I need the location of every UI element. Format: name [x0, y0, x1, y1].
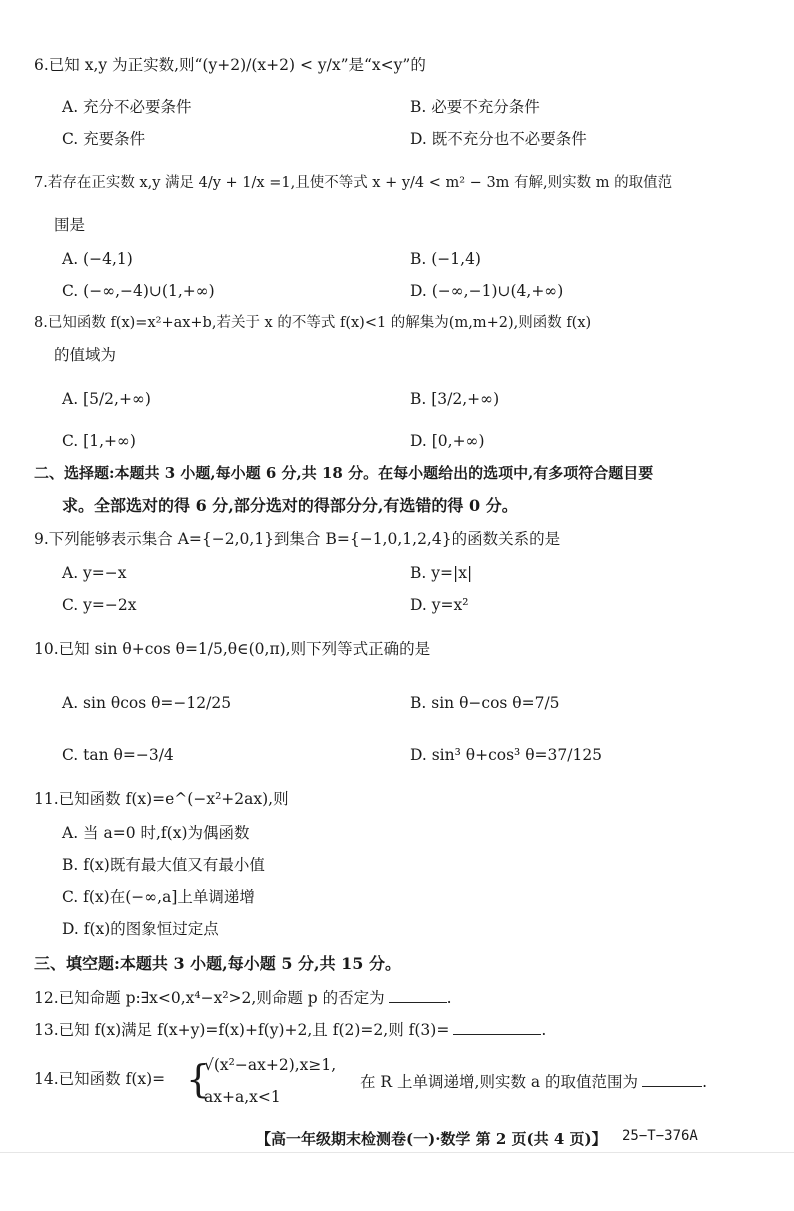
q13-answer-blank[interactable]: [453, 1020, 541, 1035]
section-2-heading-cont: 求。全部选对的得 6 分,部分选对的得部分分,有选错的得 0 分。: [62, 496, 518, 515]
section-3-heading: 三、填空题:本题共 3 小题,每小题 5 分,共 15 分。: [34, 954, 402, 973]
q14-stem: 14.已知函数 f(x)=: [34, 1070, 166, 1088]
q9-option-b: B. y=|x|: [410, 564, 473, 582]
q7-stem-cont: 围是: [54, 216, 86, 234]
q8-stem-cont: 的值域为: [54, 346, 117, 364]
footer-divider: [0, 1152, 794, 1153]
q11-stem: 11.已知函数 f(x)=e^(−x²+2ax),则: [34, 790, 289, 808]
q14-piece-1: √(x²−ax+2),x≥1,: [204, 1056, 337, 1074]
q8-option-a: A. [5/2,+∞): [62, 390, 151, 408]
q14-answer-blank[interactable]: [642, 1072, 702, 1087]
q8-option-d: D. [0,+∞): [410, 432, 485, 450]
q7-option-c: C. (−∞,−4)∪(1,+∞): [62, 282, 215, 300]
q8-stem: 8.已知函数 f(x)=x²+ax+b,若关于 x 的不等式 f(x)<1 的解集为(m,m+2),则函数 f(x): [34, 315, 592, 331]
q9-stem: 9.下列能够表示集合 A={−2,0,1}到集合 B={−1,0,1,2,4}的函数关系的是: [34, 530, 561, 548]
q14-piece-2: ax+a,x<1: [204, 1088, 281, 1106]
q7-option-a: A. (−4,1): [62, 250, 133, 268]
q6-option-b: B. 必要不充分条件: [410, 98, 540, 116]
q10-stem: 10.已知 sin θ+cos θ=1/5,θ∈(0,π),则下列等式正确的是: [34, 640, 431, 658]
q6-option-c: C. 充要条件: [62, 130, 146, 148]
q10-option-b: B. sin θ−cos θ=7/5: [410, 694, 560, 712]
footer-title: 【高一年级期末检测卷(一)·数学 第 2 页(共 4 页)】: [256, 1130, 607, 1148]
q13-line: 13.已知 f(x)满足 f(x+y)=f(x)+f(y)+2,且 f(2)=2,则 f(3)= .: [34, 1021, 547, 1039]
q11-option-d: D. f(x)的图象恒过定点: [62, 920, 219, 938]
q10-option-c: C. tan θ=−3/4: [62, 746, 174, 764]
q10-option-a: A. sin θcos θ=−12/25: [62, 694, 232, 712]
q8-option-c: C. [1,+∞): [62, 432, 136, 450]
q11-option-c: C. f(x)在(−∞,a]上单调递增: [62, 888, 255, 906]
q12-answer-blank[interactable]: [389, 988, 447, 1003]
q12-stem: 12.已知命题 p:∃x<0,x⁴−x²>2,则命题 p 的否定为: [34, 989, 385, 1007]
section-2-heading: 二、选择题:本题共 3 小题,每小题 6 分,共 18 分。在每小题给出的选项中,有多项符合题目要: [34, 464, 654, 482]
q6-option-d: D. 既不充分也不必要条件: [410, 130, 587, 148]
q7-option-d: D. (−∞,−1)∪(4,+∞): [410, 282, 564, 300]
q6-option-a: A. 充分不必要条件: [62, 98, 192, 116]
q8-option-b: B. [3/2,+∞): [410, 390, 500, 408]
q10-option-d: D. sin³ θ+cos³ θ=37/125: [410, 746, 603, 764]
footer-code: 25−T−376A: [622, 1128, 698, 1144]
q9-option-c: C. y=−2x: [62, 596, 137, 614]
q11-option-b: B. f(x)既有最大值又有最小值: [62, 856, 265, 874]
q9-option-d: D. y=x²: [410, 596, 469, 614]
q7-stem: 7.若存在正实数 x,y 满足 4/y + 1/x =1,且使不等式 x + y/4 < m² − 3m 有解,则实数 m 的取值范: [34, 175, 673, 191]
q13-stem: 13.已知 f(x)满足 f(x+y)=f(x)+f(y)+2,且 f(2)=2,则 f(3)=: [34, 1021, 450, 1039]
q14-brace: {: [186, 1057, 211, 1101]
q14-tail-line: 在 R 上单调递增,则实数 a 的取值范围为 .: [360, 1073, 707, 1091]
q14-tail: 在 R 上单调递增,则实数 a 的取值范围为: [360, 1073, 639, 1091]
q11-option-a: A. 当 a=0 时,f(x)为偶函数: [62, 824, 250, 842]
q6-stem: 6.已知 x,y 为正实数,则“(y+2)/(x+2) < y/x”是“x<y”的: [34, 56, 426, 74]
q9-option-a: A. y=−x: [62, 564, 127, 582]
q12-line: 12.已知命题 p:∃x<0,x⁴−x²>2,则命题 p 的否定为 .: [34, 989, 452, 1007]
q7-option-b: B. (−1,4): [410, 250, 481, 268]
